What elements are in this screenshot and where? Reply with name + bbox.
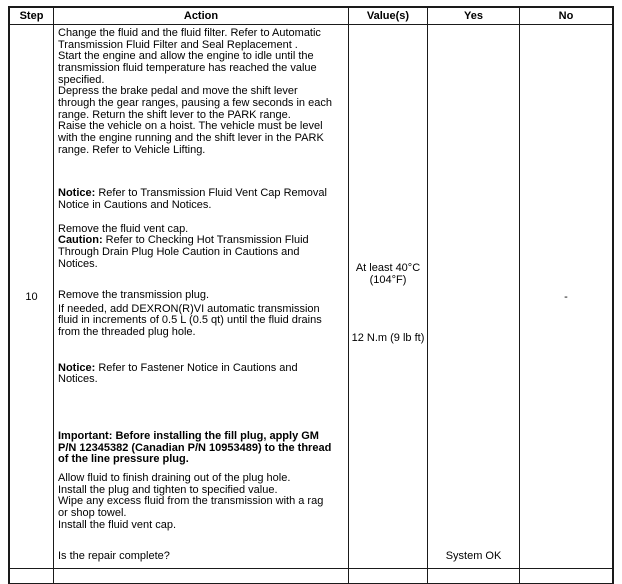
notice-text: Refer to Transmission Fluid Vent Cap Removal Notice in Cautions and Notices. [58,187,327,211]
repair-complete-question: Is the repair complete? [58,550,170,563]
notice-label: Notice: [58,361,96,374]
important-label: Important: [58,430,113,443]
empty-step-cell [10,569,54,583]
yes-cell [428,25,520,568]
empty-yes-cell [428,569,520,583]
action-cell [54,25,349,568]
header-yes: Yes [428,8,520,24]
action-paragraph: Remove the fluid vent cap. [58,222,189,235]
no-cell: - [564,290,568,303]
action-paragraph: Change the fluid and the fluid filter. Refer to Automatic Transmission Fluid Filter and Seal Replacement . [58,27,321,51]
values-cell [349,25,428,568]
header-action: Action [54,8,349,24]
important-paragraph [58,431,336,466]
action-paragraph: Install the fluid vent cap. [58,518,177,531]
header-values: Value(s) [349,8,428,24]
header-no: No [558,10,574,22]
action-paragraph: Allow fluid to finish draining out of the plug hole. [58,472,291,485]
empty-values-cell [349,569,428,583]
notice-paragraph [58,188,336,211]
table-next-row-partial [10,569,612,583]
action-paragraph: Remove the transmission plug. [58,289,210,302]
action-paragraph: If needed, add DEXRON(R)VI automatic transmission fluid in increments of 0.5 L (0.5 qt) until the fluid drains from the threaded plug hole. [58,302,322,339]
empty-action-cell [54,569,349,583]
caution-text: Refer to Checking Hot Transmission Fluid Through Drain Plug Hole Caution in Cautions and Notices. [58,234,309,270]
action-paragraph: Install the plug and tighten to specified value. [58,483,278,496]
empty-no-cell [520,569,612,583]
action-paragraph: Raise the vehicle on a hoist. The vehicle must be level with the engine running and the shift lever in the PARK range. Refer to Vehicle Lifting. [58,120,324,156]
table-row-step-10 [10,25,612,569]
table-header-row [10,8,612,25]
caution-label: Caution: [58,234,103,247]
yes-answer: System OK [445,550,502,562]
notice-paragraph [58,363,336,386]
spec-value-temperature: At least 40°C (104°F) [355,262,421,287]
step-number-cell: 10 [10,25,54,568]
caution-paragraph [58,235,336,270]
important-text: Before installing the fill plug, apply GM P/N 12345382 (Canadian P/N 10953489) to the thread of the line pressure plug. [58,430,332,466]
action-paragraph: Depress the brake pedal and move the shift lever through the gear ranges, pausing a few seconds in each range. Return the shift lever to the PARK range. [58,85,332,121]
header-step: Step [10,8,54,24]
spec-value-torque: 12 N.m (9 lb ft) [351,332,425,344]
action-paragraph: Start the engine and allow the engine to idle until the transmission fluid temperature has reached the value specified. [58,50,317,86]
procedure-table [8,6,614,584]
notice-text: Refer to Fastener Notice in Cautions and Notices. [58,361,298,386]
action-paragraph: Wipe any excess fluid from the transmission with a rag or shop towel. [58,495,324,520]
notice-label: Notice: [58,187,96,200]
